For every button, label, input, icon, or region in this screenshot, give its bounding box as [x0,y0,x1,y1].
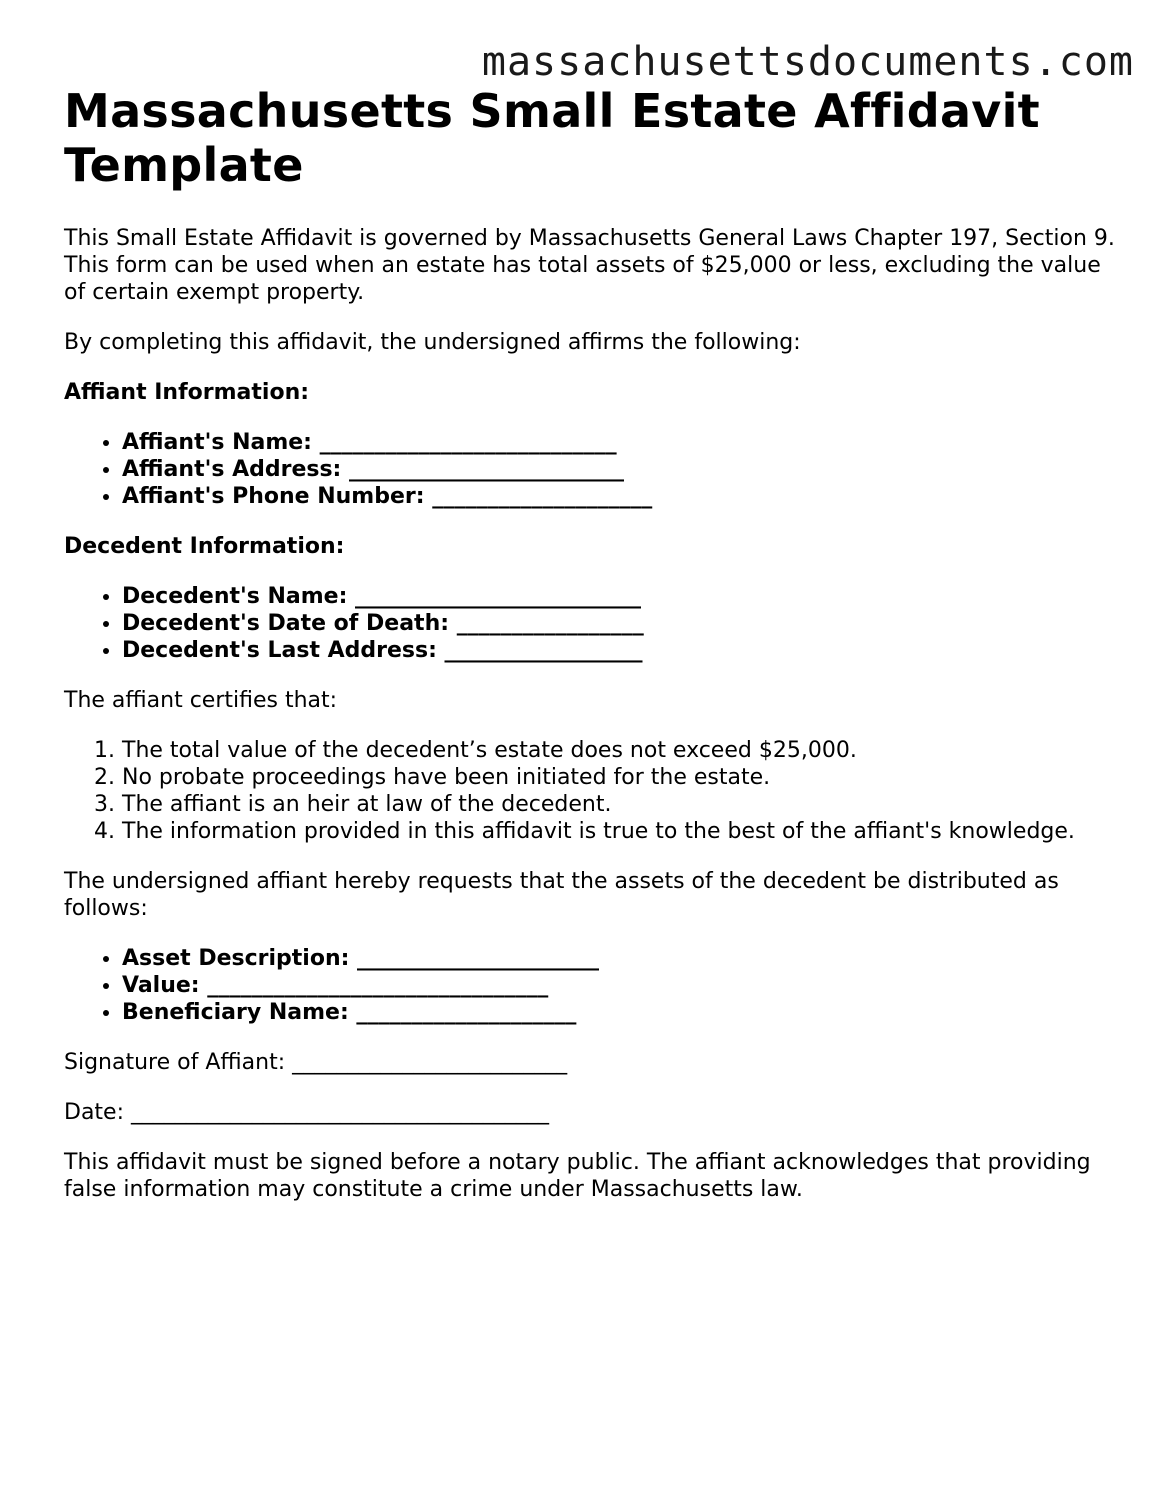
intro-paragraph: This Small Estate Affidavit is governed by Massachusetts General Laws Chapter 197, Section 9. This form can be used when an estate has total assets of $25,000 or less, excluding the value of certain exempt property. [64,226,1115,305]
distribution-lead: The undersigned affiant hereby requests that the assets of the decedent be distributed as follows: [64,869,1059,921]
affiant-address-field: • Affiant's Address: _________________________ [122,456,1124,483]
document-body [64,84,1124,1203]
beneficiary-name-field: • Beneficiary Name: ____________________ [122,999,1124,1026]
affiant-field-list [64,429,1124,510]
notary-notice: This affidavit must be signed before a notary public. The affiant acknowledges that providing false information may constitute a crime under Massachusetts law. [64,1150,1091,1202]
certification-item: 4. The information provided in this affidavit is true to the best of the affiant's knowledge. [122,818,1124,845]
signature-line: Signature of Affiant: _________________________ [64,1050,568,1075]
asset-value-field: • Value: _______________________________ [122,972,1124,999]
decedent-death-date-field: • Decedent's Date of Death: _________________ [122,610,1124,637]
document-title: Massachusetts Small Estate Affidavit Template [64,84,1040,192]
decedent-field-list [64,583,1124,664]
decedent-name-field: • Decedent's Name: __________________________ [122,583,1124,610]
decedent-address-field: • Decedent's Last Address: __________________ [122,637,1124,664]
date-line: Date: ______________________________________ [64,1100,549,1125]
certification-item: 1. The total value of the decedent’s estate does not exceed $25,000. [122,737,1124,764]
affiant-phone-field: • Affiant's Phone Number: ____________________ [122,483,1124,510]
decedent-heading: Decedent Information: [64,534,345,559]
affirm-statement: By completing this affidavit, the undersigned affirms the following: [64,330,801,355]
certification-list [64,737,1124,845]
affiant-heading: Affiant Information: [64,380,310,405]
certification-item: 3. The affiant is an heir at law of the decedent. [122,791,1124,818]
distribution-field-list [64,945,1124,1026]
asset-description-field: • Asset Description: ______________________ [122,945,1124,972]
certification-item: 2. No probate proceedings have been initiated for the estate. [122,764,1124,791]
certifies-lead: The affiant certifies that: [64,688,338,713]
affiant-name-field: • Affiant's Name: ___________________________ [122,429,1124,456]
site-watermark: massachusettsdocuments.com [481,39,1134,85]
